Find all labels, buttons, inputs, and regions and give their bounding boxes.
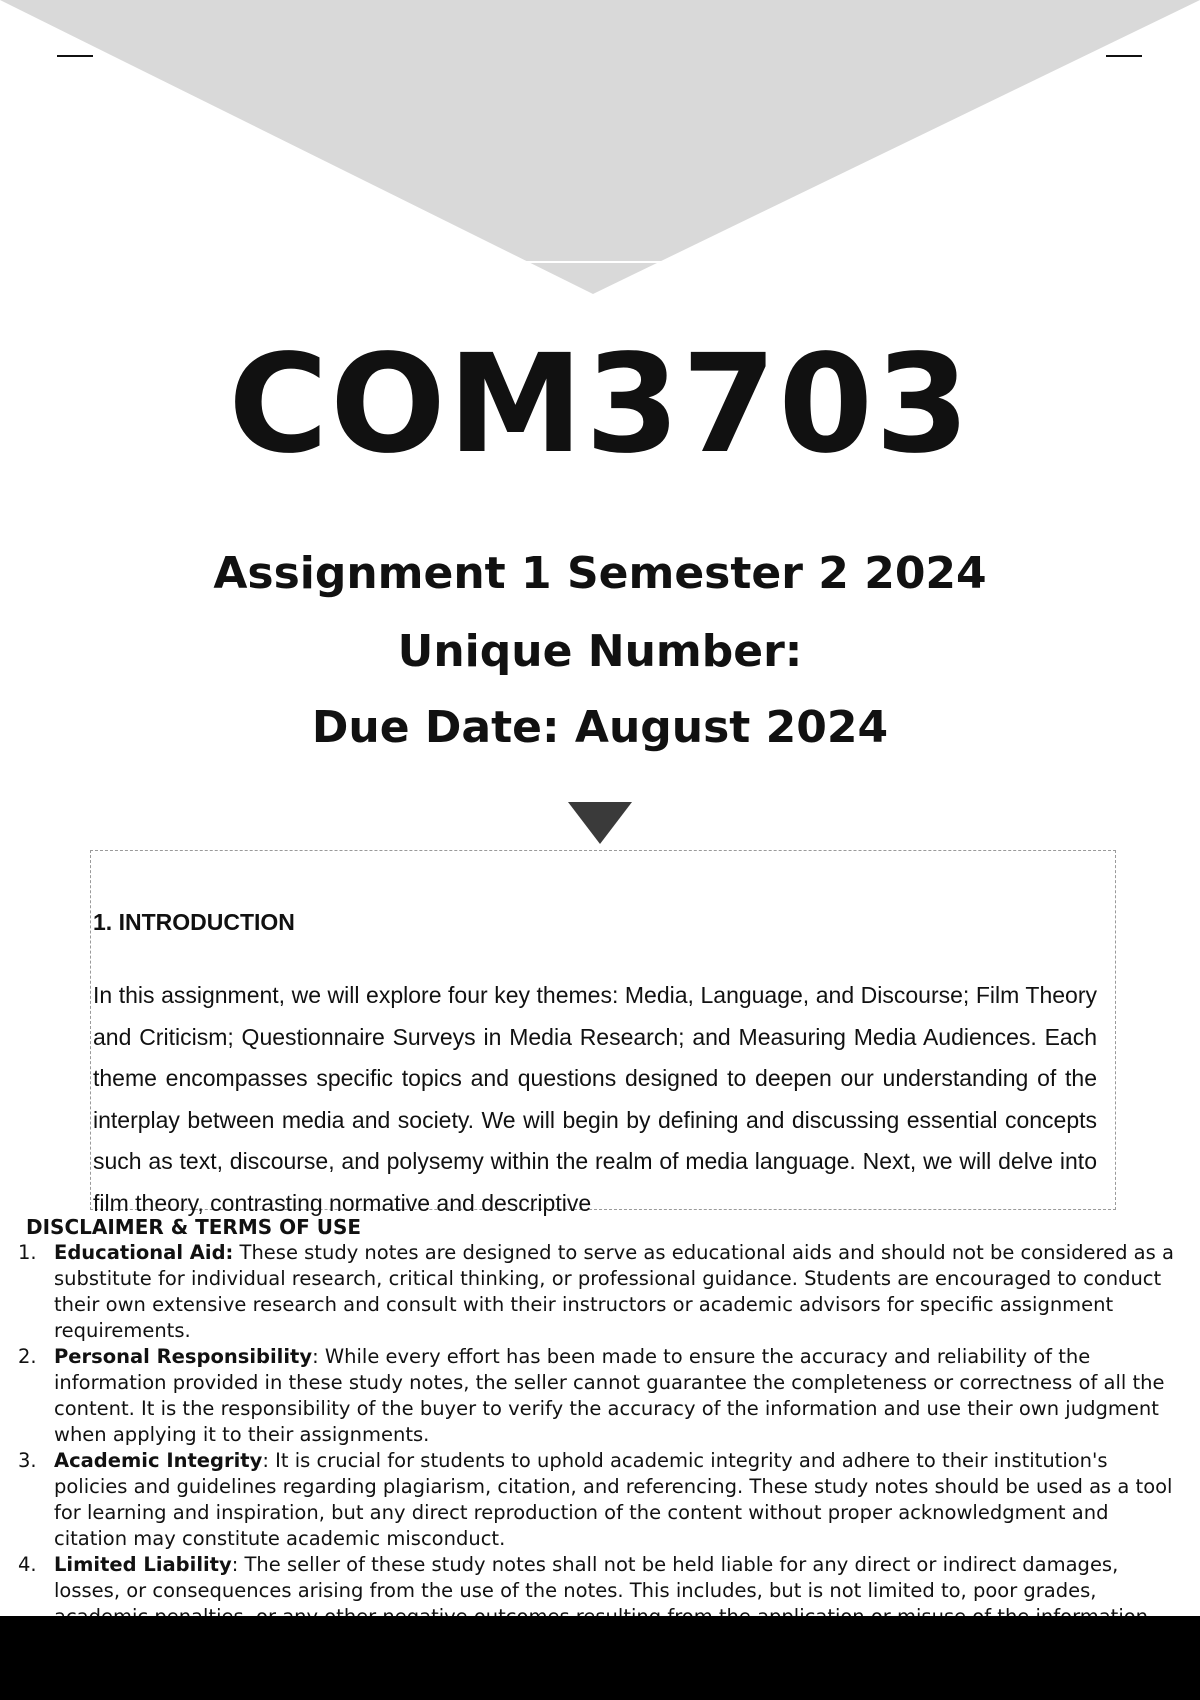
- term-number: 2.: [18, 1345, 37, 1368]
- term-text: These study notes are designed to serve as educational aids and should not be considered as a substitute for individual research, critical thinking, or professional guidance. Students are encouraged to conduct their own extensive research and consult with their instructors or academic advisors for specific assignment requirements.: [54, 1241, 1174, 1342]
- terms-list: [0, 1240, 1200, 1630]
- term-number: 1.: [18, 1241, 37, 1264]
- term-text: : It is crucial for students to uphold academic integrity and adhere to their institution's policies and guidelines regarding plagiarism, citation, and referencing. These study notes should be used as a tool for learning and inspiration, but any direct reproduction of the content without proper acknowledgment and citation may constitute academic misconduct.: [54, 1449, 1173, 1550]
- term-title: Academic Integrity: [54, 1449, 263, 1472]
- assignment-line: Assignment 1 Semester 2 2024: [213, 548, 987, 599]
- down-arrow-icon: [568, 802, 632, 844]
- term-number: 3.: [18, 1449, 37, 1472]
- term-number: 4.: [18, 1553, 37, 1576]
- term-item: [0, 1448, 1200, 1552]
- term-text: : The seller of these study notes shall not be held liable for any direct or indirect damages, losses, or consequences arising from the use of the notes. This includes, but is not limited to, poor grades,: [54, 1553, 1119, 1602]
- introduction-preview-box: [90, 850, 1116, 1216]
- disclaimer-title: DISCLAIMER & TERMS OF USE: [26, 1215, 362, 1239]
- term-item: [0, 1344, 1200, 1448]
- corner-mark-left: [57, 55, 93, 57]
- term-item: [0, 1240, 1200, 1344]
- term-title: Personal Responsibility: [54, 1345, 313, 1368]
- term-title: Educational Aid:: [54, 1241, 234, 1264]
- introduction-heading: 1. INTRODUCTION: [93, 909, 295, 935]
- term-text: : While every effort has been made to ensure the accuracy and reliability of the information provided in these study notes, the seller cannot guarantee the completeness or correctness of all the content. It is the responsibility of the buyer to verify the accuracy of the information and use their own judgment when applying it to their assignments.: [54, 1345, 1165, 1446]
- term-title: Limited Liability: [54, 1553, 232, 1576]
- corner-mark-right: [1106, 55, 1142, 57]
- unique-number-line: Unique Number:: [397, 626, 803, 677]
- disclaimer-section: [0, 1214, 1200, 1616]
- introduction-paragraph: In this assignment, we will explore four key themes: Media, Language, and Discourse; Film Theory and Criticism; Questionnaire Surveys in Media Research; and Measuring Media Audiences. Each theme encompasses specific topics and questions designed to deepen our understanding of the interplay between media and society. We will begin by defining and discussing essential concepts such as text, discourse, and polysemy within the realm of media language. Next, we will delve into film theory, contrasting normative and descriptive: [93, 982, 1097, 1216]
- course-code-title: COM3703: [228, 326, 972, 484]
- bottom-black-bar: [0, 1616, 1200, 1700]
- due-date-line: Due Date: August 2024: [311, 702, 889, 753]
- header-banner-graphic: [0, 0, 1200, 300]
